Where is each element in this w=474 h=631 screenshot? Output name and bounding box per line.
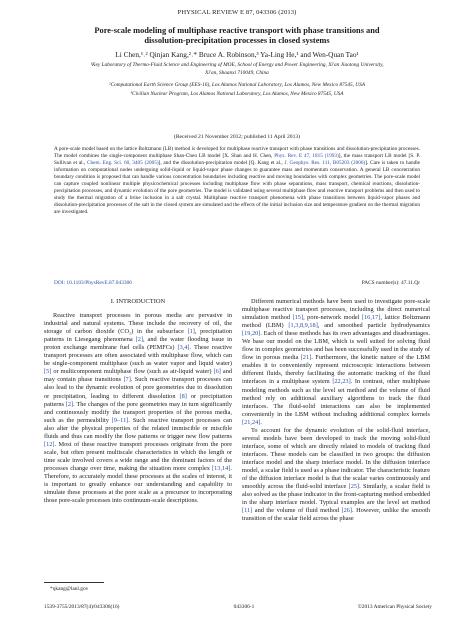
body-text: , pore-network model [303, 314, 362, 322]
abstract-text: ], the mass transport LB model [S. P. Sullivan et al., [54, 152, 420, 166]
citation-link[interactable]: [26] [341, 507, 353, 515]
body-text: . Each of these methods has its own advantages and disadvantages. We base our model on the LBM, which is well suited for solving fluid flow in complex geometries and has been successfully used in the study of flow in porous media [242, 330, 430, 362]
footnote-divider [44, 582, 104, 583]
affiliation: ²Computational Earth Science Group (EES-16), Los Alamos National Laboratory, Los Alamos, New Mexico 87545, USA [108, 82, 366, 88]
corresponding-author-email[interactable]: *qkang@lanl.gov [50, 586, 89, 592]
body-text: . However, unlike the smooth transition of the scalar field across the phase [242, 507, 430, 523]
body-text: and may contain phase transitions [44, 368, 232, 384]
body-text: . [260, 418, 262, 426]
running-head: PHYSICAL REVIEW E 87, 043306 (2013) [177, 9, 297, 16]
citation-link[interactable]: [3,4] [177, 344, 190, 352]
reference-link[interactable]: Phys. Rev. E 47, 1815 (1993) [274, 152, 339, 159]
body-text: . Furthermore, the kinetic nature of the LBM enables it to conveniently represent microscopic interactions between different fluids, thereby facilitating the automatic tracking of the fluid interfaces in a multiphase system [242, 354, 430, 386]
affiliation: ³Civilian Nuclear Program, Los Alamos National Laboratory, Los Alamos, New Mexico 87545, USA [130, 91, 344, 97]
citation-link[interactable]: [1] [187, 328, 195, 336]
article-title [48, 26, 426, 47]
body-text: . The changes of the pore geometries may in turn significantly and continuously modify the transport properties of the porous media, such as the permeability [44, 400, 232, 424]
reference-link[interactable]: Chem. Eng. Sci. 60, 3405 (2005) [87, 159, 159, 166]
intro-paragraph [44, 312, 232, 505]
affiliation: Xi'an, Shaanxi 710049, China [205, 70, 269, 76]
body-text: , lattice Boltzmann method (LBM) [242, 314, 430, 330]
doi-link[interactable]: DOI: 10.1103/PhysRevE.87.043306 [54, 280, 132, 286]
citation-link[interactable]: [9–11] [111, 416, 129, 424]
body-text: . These reactive transport processes are often associated with multiphase flow, which can be single-component multiphase (such as water vapor and liquid water) [44, 344, 232, 368]
citation-link[interactable]: [6] [213, 368, 221, 376]
citation-link[interactable]: [2] [65, 400, 74, 408]
citation-link[interactable]: [13,14] [212, 464, 231, 472]
received-dates: (Received 21 November 2012; published 11 April 2013) [173, 134, 301, 140]
affiliation: ¹Key Laboratory of Thermo-Fluid Science and Engineering of MOE, School of Energy and Power Engineering, Xi'an Jiaotong University, [90, 62, 384, 68]
intro-paragraph [242, 427, 430, 524]
body-text: Different numerical methods have been used to investigate pore-scale multiphase reactive transport processes, including the direct numerical simulation method [242, 298, 430, 322]
body-text: , and smoothed particle hydrodynamics [317, 322, 430, 330]
citation-link[interactable]: [22,23] [332, 378, 351, 386]
body-text: . In contrast, other multiphase modeling methods such as the level set method and the volume of fluid method rely on additional auxiliary algorithms to track the fluid interfaces. The fluid-solid interactions can also be implemented conveniently in the LBM without including additional complex kernels [242, 378, 430, 418]
body-text: , precipitation patterns in Liesegang phenomena [44, 328, 232, 344]
citation-link[interactable]: [2] [135, 336, 143, 344]
title-line: dissolution-precipitation processes in closed systems [144, 36, 330, 46]
abstract [54, 146, 420, 216]
page-number: 043306-1 [233, 604, 255, 610]
abstract-text: ], and the dissolution-precipitation model [Q. Kang et al., [158, 159, 285, 166]
citation-link[interactable]: [15] [292, 314, 304, 322]
citation-link[interactable]: [7] [123, 376, 131, 384]
copyright-notice: ©2013 American Physical Society [357, 604, 432, 610]
body-text: . Similarly, a scalar field is also solved as the phase indicator in the front-capturing method embedded in the sharp interface model. Typical examples are the level set method [242, 483, 431, 507]
citation-link[interactable]: [12] [44, 440, 55, 448]
journal-issn: 1539-3755/2013/87(4)/043306(16) [44, 604, 120, 610]
intro-paragraph [242, 298, 430, 427]
body-text: and the volume of fluid method [252, 507, 342, 515]
citation-link[interactable]: [5] [44, 368, 52, 376]
body-text: Reactive transport processes in porous media are pervasive in industrial and natural systems. These include the recovery of oil, the storage of carbon dioxide (CO₂) in the subsurface [44, 312, 232, 336]
body-text: . Therefore, to accurately model these processes at the scales of interest, it is important to greatly enhance our understanding and capability to simulate these processes at the pore scale as a precursor to incorporating those pore-scale processes into continuum-scale descriptions. [44, 464, 232, 505]
body-text: . Most of these reactive transport processes originate from the pore scale, but often present multiscale characteristics in which the length or time scale involved covers a wide range and the dominant factors of the processes change over time, making the situation more complex [44, 440, 232, 472]
title-line: Pore-scale modeling of multiphase reactive transport with phase transitions and [94, 26, 380, 35]
citation-link[interactable]: [8] [179, 392, 187, 400]
author-list: Li Chen,¹˒² Qinjan Kang,²˒* Bruce A. Robinson,³ Ya-Ling He,¹ and Wen-Quan Tao¹ [115, 50, 359, 59]
citation-link[interactable]: [19,20] [242, 330, 261, 338]
abstract-text: ]. Care is taken to handle information on computational nodes undergoing solid-liquid or liquid-vapor phase changes to guarantee mass and momentum conservation. A general LB concentration boundary condition is proposed that can handle various concentration boundaries including reactive and moving boundaries with complex geometries. The pore-scale model can capture coupled nonlinear multiple physicochemical processes including multiphase flow with phase separations, mass transport, chemical reactions, dissolution-precipitation processes, and dynamic evolution of the pore geometries. The model is validated using several multiphase flow and reactive transport problems and then used to study the thermal migration of a brine inclusion in a salt crystal. Multiphase reactive transport phenomena with phase transitions between liquid-vapor phases and dissolution-precipitation processes of the salt in the closed system are simulated and the effects of the initial inclusion size and temperature gradient on the thermal migration are investigated. [54, 159, 420, 215]
body-text: To account for the dynamic evolution of the solid-fluid interface, several models have been developed to track the moving solid-fluid interface, some of which are directly related to models of tracking fluid interfaces. These models can be classified in two groups: the diffusion interface model and the sharp interface model. In the diffusion interface model, a scalar field is used as a phase indicator. The characteristic feature of the diffusion interface model is that the scalar varies continuously and smoothly across the fluid-solid interface [242, 426, 430, 491]
citation-link[interactable]: [21] [300, 354, 312, 362]
citation-link[interactable]: [1,3,8,9,18] [288, 322, 318, 330]
citation-link[interactable]: [11] [242, 507, 253, 515]
body-text: . Such reactive transport processes can also alter the physical properties of the related immiscible or miscible fluids and thus can modify the flow patterns or trigger new flow patterns [44, 416, 232, 440]
left-column [44, 298, 232, 505]
right-column [242, 298, 430, 523]
abstract-text: A pore-scale model based on the lattice Boltzmann (LB) method is developed for multiphase reactive transport with phase transitions and dissolution-precipitation processes. The model combines the single-component multiphase Shan-Chen LB model [X. Shan and H. Chen, [54, 146, 420, 159]
body-text: or precipitation patterns [44, 392, 233, 408]
citation-link[interactable]: [21,24] [242, 418, 261, 426]
doi-pacs-row [54, 280, 420, 288]
body-text: or multicomponent multiphase flow (such as air-liquid water) [51, 368, 214, 376]
page-footer [44, 604, 432, 612]
body-text: , and the water flooding issue in proton exchange membrane fuel cells (PEMFCs) [44, 336, 233, 352]
pacs-numbers: PACS number(s): 47.11.Qr [361, 280, 420, 286]
citation-link[interactable]: [25] [348, 483, 360, 491]
reference-link[interactable]: J. Geophys. Res. 111, B05203 (2006) [284, 159, 366, 166]
citation-link[interactable]: [16,17] [361, 314, 381, 322]
section-heading: I. INTRODUCTION [110, 298, 166, 305]
body-text: . Such reactive transport processes can also lead to the dynamic evolution of pore geometries due to dissolution or precipitation, leading to different dissolution [44, 376, 233, 400]
